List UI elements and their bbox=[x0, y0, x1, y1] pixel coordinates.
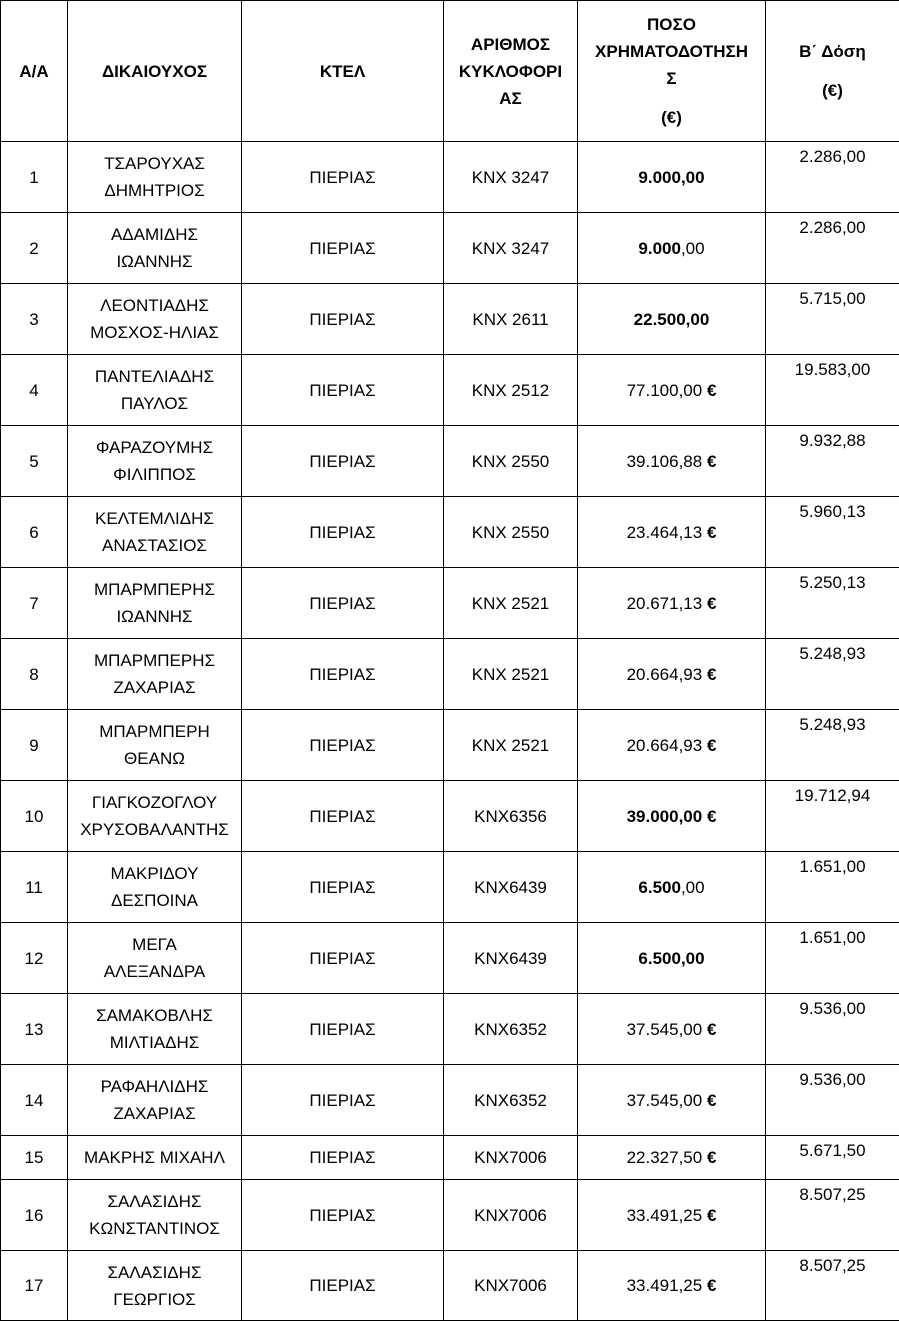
table-row bbox=[1, 1065, 899, 1136]
cell-second-installment: 2.286,00 bbox=[766, 213, 899, 284]
beneficiary-line: ΔΕΣΠΟΙΝΑ bbox=[70, 887, 239, 914]
cell-amount bbox=[578, 639, 766, 710]
cell-amount bbox=[578, 1065, 766, 1136]
beneficiary-line: ΜΙΛΤΙΑΔΗΣ bbox=[70, 1029, 239, 1056]
beneficiary-line: ΣΑΜΑΚΟΒΛΗΣ bbox=[70, 1002, 239, 1029]
header-plate-line: ΑΡΙΘΜΟΣ bbox=[446, 31, 575, 58]
beneficiary-line: ΦΙΛΙΠΠΟΣ bbox=[70, 461, 239, 488]
euro-sign: € bbox=[707, 1091, 716, 1110]
table-row bbox=[1, 639, 899, 710]
header-plate-line: ΑΣ bbox=[446, 85, 575, 112]
table-row bbox=[1, 284, 899, 355]
cell-aa: 15 bbox=[1, 1136, 68, 1180]
header-plate bbox=[444, 1, 578, 142]
cell-beneficiary bbox=[68, 1251, 242, 1321]
cell-plate: ΚΝΧ7006 bbox=[444, 1136, 578, 1180]
cell-aa: 2 bbox=[1, 213, 68, 284]
table-row bbox=[1, 852, 899, 923]
cell-amount bbox=[578, 213, 766, 284]
cell-second-installment: 1.651,00 bbox=[766, 852, 899, 923]
cell-plate: ΚΝΧ 2521 bbox=[444, 639, 578, 710]
amount-plain-part: 33.491,25 bbox=[627, 1276, 703, 1295]
cell-plate: ΚΝΧ 2611 bbox=[444, 284, 578, 355]
cell-plate: ΚΝΧ7006 bbox=[444, 1180, 578, 1251]
cell-second-installment: 9.536,00 bbox=[766, 1065, 899, 1136]
cell-beneficiary bbox=[68, 923, 242, 994]
header-amount-line: Σ bbox=[580, 65, 763, 92]
cell-plate: ΚΝΧ6439 bbox=[444, 923, 578, 994]
beneficiary-line: ΠΑΥΛΟΣ bbox=[70, 390, 239, 417]
amount-plain-part: 23.464,13 bbox=[627, 523, 703, 542]
amount-plain-part: 22.327,50 bbox=[627, 1148, 703, 1167]
beneficiary-line: ΧΡΥΣΟΒΑΛΑΝΤΗΣ bbox=[70, 816, 239, 843]
table-row bbox=[1, 497, 899, 568]
cell-aa: 17 bbox=[1, 1251, 68, 1321]
cell-beneficiary bbox=[68, 355, 242, 426]
beneficiary-line: ΜΠΑΡΜΠΕΡΗ bbox=[70, 718, 239, 745]
cell-second-installment: 9.536,00 bbox=[766, 994, 899, 1065]
cell-ktel: ΠΙΕΡΙΑΣ bbox=[242, 213, 444, 284]
euro-sign: € bbox=[707, 381, 716, 400]
amount-bold-part: 6.500,00 bbox=[638, 949, 704, 968]
beneficiary-line: ΓΙΑΓΚΟΖΟΓΛΟΥ bbox=[70, 789, 239, 816]
beneficiary-line: ΣΑΛΑΣΙΔΗΣ bbox=[70, 1188, 239, 1215]
cell-ktel: ΠΙΕΡΙΑΣ bbox=[242, 710, 444, 781]
cell-second-installment: 19.583,00 bbox=[766, 355, 899, 426]
table-row bbox=[1, 923, 899, 994]
cell-aa: 6 bbox=[1, 497, 68, 568]
cell-plate: ΚΝΧ 2521 bbox=[444, 710, 578, 781]
amount-plain-part: 37.545,00 bbox=[627, 1091, 703, 1110]
cell-second-installment: 1.651,00 bbox=[766, 923, 899, 994]
cell-amount bbox=[578, 852, 766, 923]
cell-amount bbox=[578, 1251, 766, 1321]
cell-beneficiary bbox=[68, 213, 242, 284]
cell-second-installment: 8.507,25 bbox=[766, 1180, 899, 1251]
euro-sign: € bbox=[707, 736, 716, 755]
header-ktel: ΚΤΕΛ bbox=[242, 1, 444, 142]
beneficiary-line: ΖΑΧΑΡΙΑΣ bbox=[70, 674, 239, 701]
amount-bold-part: 22.500,00 bbox=[634, 310, 710, 329]
cell-beneficiary bbox=[68, 852, 242, 923]
table-row bbox=[1, 994, 899, 1065]
beneficiary-line: ΚΩΝΣΤΑΝΤΙΝΟΣ bbox=[70, 1215, 239, 1242]
beneficiary-line: ΣΑΛΑΣΙΔΗΣ bbox=[70, 1259, 239, 1286]
cell-plate: ΚΝΧ 3247 bbox=[444, 142, 578, 213]
table-row bbox=[1, 1251, 899, 1321]
header-amount bbox=[578, 1, 766, 142]
cell-beneficiary bbox=[68, 710, 242, 781]
euro-sign: € bbox=[707, 452, 716, 471]
beneficiary-line: ΘΕΑΝΩ bbox=[70, 745, 239, 772]
cell-ktel: ΠΙΕΡΙΑΣ bbox=[242, 852, 444, 923]
cell-plate: ΚΝΧ 2550 bbox=[444, 497, 578, 568]
cell-ktel: ΠΙΕΡΙΑΣ bbox=[242, 142, 444, 213]
amount-plain-part: 20.664,93 bbox=[627, 665, 703, 684]
cell-ktel: ΠΙΕΡΙΑΣ bbox=[242, 1136, 444, 1180]
header-beneficiary: ΔΙΚΑΙΟΥΧΟΣ bbox=[68, 1, 242, 142]
cell-aa: 12 bbox=[1, 923, 68, 994]
cell-beneficiary bbox=[68, 994, 242, 1065]
table-row bbox=[1, 710, 899, 781]
beneficiary-line: ΑΛΕΞΑΝΔΡΑ bbox=[70, 958, 239, 985]
cell-aa: 4 bbox=[1, 355, 68, 426]
table-row bbox=[1, 781, 899, 852]
cell-amount bbox=[578, 284, 766, 355]
cell-aa: 7 bbox=[1, 568, 68, 639]
header-aa: Α/Α bbox=[1, 1, 68, 142]
cell-ktel: ΠΙΕΡΙΑΣ bbox=[242, 426, 444, 497]
cell-plate: ΚΝΧ 2521 bbox=[444, 568, 578, 639]
cell-aa: 1 bbox=[1, 142, 68, 213]
amount-plain-part: 77.100,00 bbox=[627, 381, 703, 400]
cell-beneficiary bbox=[68, 568, 242, 639]
amount-bold-part: 6.500 bbox=[638, 878, 681, 897]
table-row bbox=[1, 1180, 899, 1251]
header-amount-line: ΧΡΗΜΑΤΟΔΟΤΗΣΗ bbox=[580, 38, 763, 65]
table-row bbox=[1, 142, 899, 213]
cell-ktel: ΠΙΕΡΙΑΣ bbox=[242, 994, 444, 1065]
cell-beneficiary bbox=[68, 639, 242, 710]
beneficiary-line: ΜΠΑΡΜΠΕΡΗΣ bbox=[70, 647, 239, 674]
beneficiary-line: ΛΕΟΝΤΙΑΔΗΣ bbox=[70, 292, 239, 319]
cell-amount bbox=[578, 142, 766, 213]
beneficiary-line: ΜΕΓΑ bbox=[70, 931, 239, 958]
amount-plain-part: ,00 bbox=[681, 239, 705, 258]
amount-plain-part: 20.671,13 bbox=[627, 594, 703, 613]
euro-sign: € bbox=[707, 1206, 716, 1225]
amount-plain-part: 37.545,00 bbox=[627, 1020, 703, 1039]
euro-sign: € bbox=[707, 1148, 716, 1167]
beneficiary-line: ΓΕΩΡΓΙΟΣ bbox=[70, 1286, 239, 1313]
cell-ktel: ΠΙΕΡΙΑΣ bbox=[242, 639, 444, 710]
cell-plate: ΚΝΧ6352 bbox=[444, 1065, 578, 1136]
cell-aa: 11 bbox=[1, 852, 68, 923]
cell-ktel: ΠΙΕΡΙΑΣ bbox=[242, 568, 444, 639]
cell-ktel: ΠΙΕΡΙΑΣ bbox=[242, 1251, 444, 1321]
header-second-installment bbox=[766, 1, 899, 142]
cell-beneficiary bbox=[68, 1180, 242, 1251]
beneficiary-line: ΤΣΑΡΟΥΧΑΣ bbox=[70, 150, 239, 177]
cell-aa: 8 bbox=[1, 639, 68, 710]
cell-ktel: ΠΙΕΡΙΑΣ bbox=[242, 1065, 444, 1136]
cell-second-installment: 5.960,13 bbox=[766, 497, 899, 568]
table-row bbox=[1, 213, 899, 284]
cell-amount bbox=[578, 426, 766, 497]
cell-ktel: ΠΙΕΡΙΑΣ bbox=[242, 1180, 444, 1251]
cell-plate: ΚΝΧ 2512 bbox=[444, 355, 578, 426]
cell-amount bbox=[578, 355, 766, 426]
cell-second-installment: 2.286,00 bbox=[766, 142, 899, 213]
cell-aa: 14 bbox=[1, 1065, 68, 1136]
header-amount-unit: (€) bbox=[580, 104, 763, 131]
cell-beneficiary bbox=[68, 781, 242, 852]
cell-second-installment: 5.250,13 bbox=[766, 568, 899, 639]
cell-second-installment: 5.248,93 bbox=[766, 639, 899, 710]
beneficiary-line: ΦΑΡΑΖΟΥΜΗΣ bbox=[70, 434, 239, 461]
euro-sign: € bbox=[707, 665, 716, 684]
cell-amount bbox=[578, 497, 766, 568]
cell-amount bbox=[578, 1136, 766, 1180]
cell-second-installment: 5.715,00 bbox=[766, 284, 899, 355]
beneficiary-line: ΙΩΑΝΝΗΣ bbox=[70, 248, 239, 275]
beneficiary-line: ΜΑΚΡΙΔΟΥ bbox=[70, 860, 239, 887]
amount-plain-part: 33.491,25 bbox=[627, 1206, 703, 1225]
cell-beneficiary bbox=[68, 1065, 242, 1136]
amount-bold-part: 39.000,00 bbox=[627, 807, 703, 826]
beneficiary-line: ΑΝΑΣΤΑΣΙΟΣ bbox=[70, 532, 239, 559]
cell-aa: 10 bbox=[1, 781, 68, 852]
cell-aa: 5 bbox=[1, 426, 68, 497]
cell-second-installment: 8.507,25 bbox=[766, 1251, 899, 1321]
cell-second-installment: 5.671,50 bbox=[766, 1136, 899, 1180]
cell-beneficiary bbox=[68, 284, 242, 355]
beneficiary-line: ΙΩΑΝΝΗΣ bbox=[70, 603, 239, 630]
cell-plate: ΚΝΧ6439 bbox=[444, 852, 578, 923]
cell-beneficiary bbox=[68, 142, 242, 213]
beneficiary-line: ΖΑΧΑΡΙΑΣ bbox=[70, 1100, 239, 1127]
cell-aa: 16 bbox=[1, 1180, 68, 1251]
amount-plain-part: ,00 bbox=[681, 878, 705, 897]
cell-amount bbox=[578, 1180, 766, 1251]
cell-aa: 3 bbox=[1, 284, 68, 355]
header-plate-line: ΚΥΚΛΟΦΟΡΙ bbox=[446, 58, 575, 85]
cell-amount bbox=[578, 923, 766, 994]
cell-ktel: ΠΙΕΡΙΑΣ bbox=[242, 497, 444, 568]
cell-second-installment: 19.712,94 bbox=[766, 781, 899, 852]
table-row bbox=[1, 1136, 899, 1180]
amount-bold-part: 9.000 bbox=[638, 239, 681, 258]
cell-amount bbox=[578, 710, 766, 781]
table-row bbox=[1, 355, 899, 426]
table-row bbox=[1, 426, 899, 497]
beneficiary-line: ΜΠΑΡΜΠΕΡΗΣ bbox=[70, 576, 239, 603]
euro-sign: € bbox=[707, 807, 716, 826]
beneficiary-line: ΔΗΜΗΤΡΙΟΣ bbox=[70, 177, 239, 204]
cell-plate: ΚΝΧ 2550 bbox=[444, 426, 578, 497]
header-second-label: Β΄ Δόση bbox=[768, 38, 897, 65]
cell-second-installment: 5.248,93 bbox=[766, 710, 899, 781]
amount-bold-part: 9.000,00 bbox=[638, 168, 704, 187]
cell-second-installment: 9.932,88 bbox=[766, 426, 899, 497]
cell-ktel: ΠΙΕΡΙΑΣ bbox=[242, 284, 444, 355]
beneficiary-line: ΡΑΦΑΗΛΙΔΗΣ bbox=[70, 1073, 239, 1100]
euro-sign: € bbox=[707, 523, 716, 542]
cell-beneficiary bbox=[68, 1136, 242, 1180]
cell-beneficiary bbox=[68, 426, 242, 497]
header-amount-line: ΠΟΣΟ bbox=[580, 11, 763, 38]
beneficiary-line: ΠΑΝΤΕΛΙΑΔΗΣ bbox=[70, 363, 239, 390]
cell-plate: ΚΝΧ 3247 bbox=[444, 213, 578, 284]
beneficiary-line: ΜΑΚΡΗΣ ΜΙΧΑΗΛ bbox=[70, 1144, 239, 1171]
cell-ktel: ΠΙΕΡΙΑΣ bbox=[242, 355, 444, 426]
cell-beneficiary bbox=[68, 497, 242, 568]
table-body bbox=[1, 142, 899, 1321]
cell-ktel: ΠΙΕΡΙΑΣ bbox=[242, 923, 444, 994]
cell-amount bbox=[578, 781, 766, 852]
cell-plate: ΚΝΧ6352 bbox=[444, 994, 578, 1065]
header-second-unit: (€) bbox=[768, 77, 897, 104]
amount-plain-part: 20.664,93 bbox=[627, 736, 703, 755]
euro-sign: € bbox=[707, 1276, 716, 1295]
cell-plate: ΚΝΧ6356 bbox=[444, 781, 578, 852]
cell-aa: 13 bbox=[1, 994, 68, 1065]
cell-ktel: ΠΙΕΡΙΑΣ bbox=[242, 781, 444, 852]
table-row bbox=[1, 568, 899, 639]
cell-aa: 9 bbox=[1, 710, 68, 781]
beneficiary-line: ΚΕΛΤΕΜΛΙΔΗΣ bbox=[70, 505, 239, 532]
amount-plain-part: 39.106,88 bbox=[627, 452, 703, 471]
cell-plate: ΚΝΧ7006 bbox=[444, 1251, 578, 1321]
cell-amount bbox=[578, 994, 766, 1065]
cell-amount bbox=[578, 568, 766, 639]
euro-sign: € bbox=[707, 1020, 716, 1039]
beneficiary-line: ΑΔΑΜΙΔΗΣ bbox=[70, 221, 239, 248]
euro-sign: € bbox=[707, 594, 716, 613]
beneficiary-line: ΜΟΣΧΟΣ-ΗΛΙΑΣ bbox=[70, 319, 239, 346]
header-row bbox=[1, 1, 899, 142]
